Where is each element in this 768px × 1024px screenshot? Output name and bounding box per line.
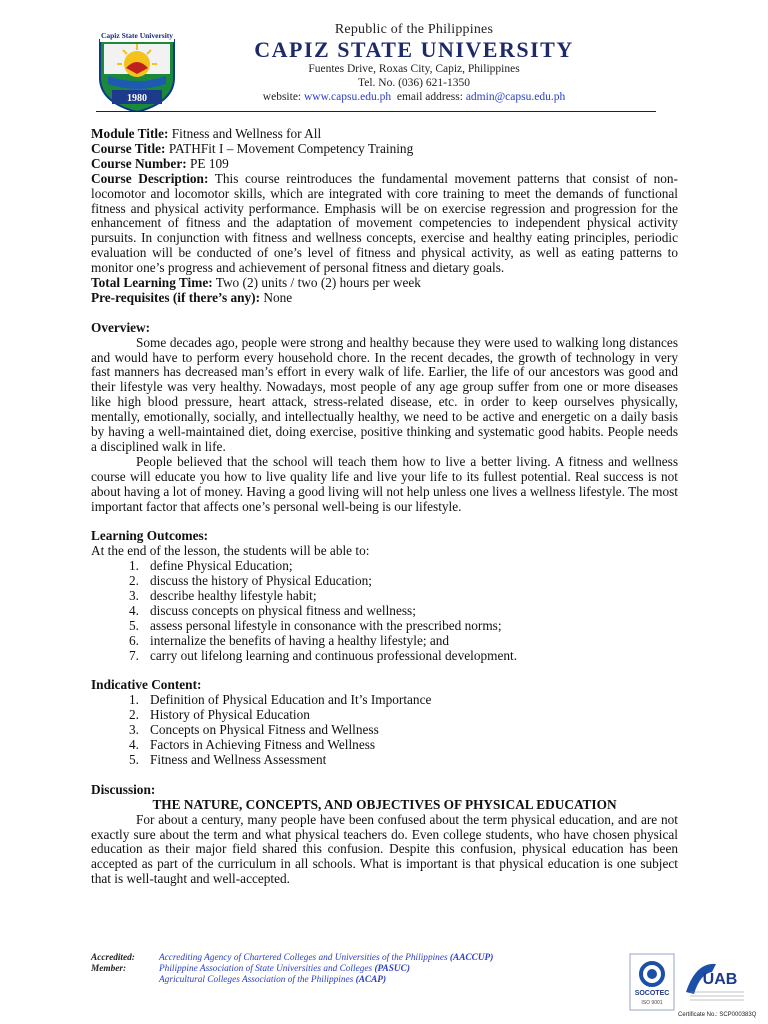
discussion-heading: Discussion: <box>91 781 156 797</box>
header-divider <box>96 111 656 112</box>
list-item: 1. define Physical Education; <box>129 558 293 574</box>
prereq-line <box>91 291 678 306</box>
university-name: CAPIZ STATE UNIVERSITY <box>254 37 574 62</box>
contact-line <box>214 90 614 104</box>
list-item: 3. describe healthy lifestyle habit; <box>129 588 317 604</box>
course-description <box>91 172 678 276</box>
learning-time-line <box>91 276 678 291</box>
logo-text: Capiz State University <box>100 31 174 40</box>
republic-line: Republic of the Philippines <box>334 22 494 37</box>
university-logo <box>96 28 178 112</box>
discussion-title: THE NATURE, CONCEPTS, AND OBJECTIVES OF PHYSICAL EDUCATION <box>152 796 617 812</box>
email-link[interactable]: admin@capsu.edu.ph <box>465 91 566 103</box>
overview-heading: Overview: <box>91 319 151 335</box>
email-label: email address: <box>396 91 463 103</box>
list-item: 1. Definition of Physical Education and It’s Importance <box>129 692 432 708</box>
list-item: 2. discuss the history of Physical Education; <box>129 573 372 589</box>
logo-year: 1980 <box>127 93 147 104</box>
member-text-2: Agricultural Colleges Association of the Philippines (ACAP) <box>159 975 387 985</box>
member-text-1: Philippine Association of State Universities and Colleges (PASUC) <box>159 964 410 974</box>
website-label: website: <box>262 91 302 103</box>
discussion-paragraph: For about a century, many people have been confused about the term physical education, and are not exactly sure about the term and what physical teachers do. Even college students, who have chosen physical education as their major field shared this confusion. Despite this confusion, physical education has been accepted as part of the curriculum in all schools. What is important is that physical education is one subject that is well-taught and well-accepted. <box>91 811 678 887</box>
list-item: 5. Fitness and Wellness Assessment <box>129 752 327 768</box>
list-item: 2. History of Physical Education <box>129 707 310 723</box>
list-item: 5. assess personal lifestyle in consonance with the prescribed norms; <box>129 617 502 633</box>
overview-paragraph-1: Some decades ago, people were strong and healthy because they were used to walking long distances and would have to perform every household chore. In the recent decades, the growth of technology in very fast manners has decreased man’s effort in every walk of life. Earlier, the life of our ancestors was good and their lifestyle was very healthy. Nowadays, most people of any age group suffer from one or more diseases like high blood pressure, heart attack, stress-related disease, etc. in order to keep ourselves physically, mentally, emotionally, socially, and intellectually healthy, we need to be active and energetic on a daily basis by having a well-maintained diet, doing exercise, positive thinking and systematic good habits. People needs a disciplined walk in life. <box>91 334 678 455</box>
iso-label: ISO 9001 <box>641 1000 663 1006</box>
uab-label: UAB <box>702 971 738 988</box>
learning-time-label: Total Learning Time: <box>91 275 213 291</box>
prereq-label: Pre-requisites (if there’s any): <box>91 289 261 305</box>
prereq: None <box>263 289 293 305</box>
indicative-list <box>91 693 678 768</box>
course-description-text: This course reintroduces the fundamental movement patterns that consist of non-locomotor and locomotor skills, which are integrated with core training to meet the demands of functional fitness and physical activity performance. Emphasis will be on exercise regression and progression for the enhancement of fitness and the adaptation of movement competencies to independent physical activity pursuits. In conjunction with fitness and wellness concepts, exercise and healthy eating principles, periodic evaluation will be conducted of one’s level of fitness and physical activity, as well as eating patterns to monitor one’s progress and achievement of personal fitness and dietary goals. <box>91 170 678 276</box>
list-item: 4. discuss concepts on physical fitness and wellness; <box>129 602 416 618</box>
certificate-number: Certificate No.: SCP000383Q <box>678 1012 757 1018</box>
accredited-label: Accredited: <box>91 953 135 963</box>
course-title-line <box>91 142 678 157</box>
accredited-text: Accrediting Agency of Chartered Colleges and Universities of the Philippines (AACCUP) <box>159 953 494 963</box>
overview-paragraph-2: People believed that the school will teach them how to live a better living. A fitness and wellness course will educate you how to live quality life and live your life to its fullest potential. Real success is not about having a lot of money. Having a good living will not help unless one lives a wellness lifestyle. The most important factor that affects one’s personal well-being is our lifestyle. <box>91 453 678 514</box>
outcomes-intro: At the end of the lesson, the students will be able to: <box>91 543 370 559</box>
module-title-line <box>91 127 678 142</box>
list-item: 4. Factors in Achieving Fitness and Wellness <box>129 737 376 753</box>
outcomes-heading: Learning Outcomes: <box>91 528 209 544</box>
course-number-label: Course Number: <box>91 155 187 171</box>
learning-time: Two (2) units / two (2) hours per week <box>215 275 421 291</box>
course-description-label: Course Description: <box>91 170 209 186</box>
module-title: Fitness and Wellness for All <box>171 126 322 141</box>
certification-badges <box>628 952 746 1014</box>
letterhead <box>96 22 662 112</box>
course-title: PATHFit I – Movement Competency Training <box>168 140 414 156</box>
indicative-heading: Indicative Content: <box>91 677 202 693</box>
address-line: Fuentes Drive, Roxas City, Capiz, Philippines <box>308 63 520 75</box>
course-title-label: Course Title: <box>91 140 166 156</box>
member-label: Member: <box>91 964 127 974</box>
outcomes-list <box>91 559 678 663</box>
website-link[interactable]: www.capsu.edu.ph <box>304 91 392 103</box>
course-number-line <box>91 157 678 172</box>
module-title-label: Module Title: <box>91 126 169 141</box>
tel-line: Tel. No. (036) 621-1350 <box>358 77 470 89</box>
socotec-label: SOCOTEC <box>634 990 670 997</box>
list-item: 3. Concepts on Physical Fitness and Wellness <box>129 722 379 738</box>
letterhead-text <box>214 22 614 104</box>
course-number: PE 109 <box>189 155 229 171</box>
list-item: 6. internalize the benefits of having a healthy lifestyle; and <box>129 632 450 648</box>
module-content <box>91 127 678 887</box>
list-item: 7. carry out lifelong learning and continuous professional development. <box>129 647 518 663</box>
